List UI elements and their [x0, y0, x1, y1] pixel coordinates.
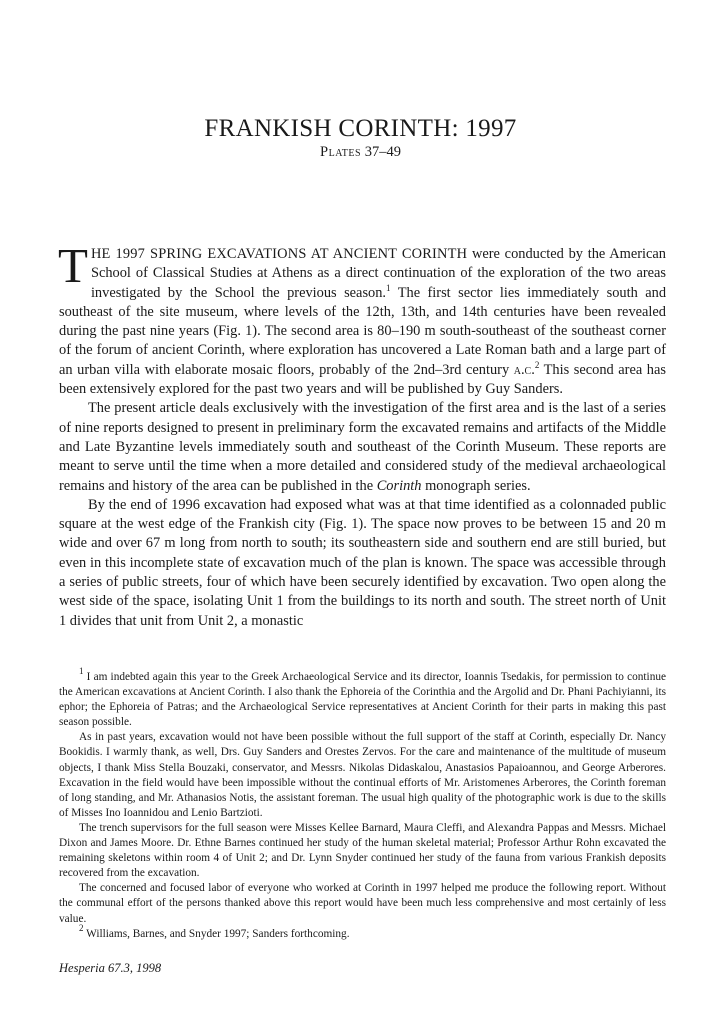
footnote-1-paragraph-1: I am indebted again this year to the Greek Archaeological Service and its director, Ioannis Tsedakis, for permission to continue the American excavations at Ancient Corinth. I also thank the Ephoreia of the Corinthia and the Argolid and Dr. Phani Pachiyianni, its ephor; the Ephoreia of Patras; and the Archaeological Service representatives at Ancient Corinth for their parts in making this past season possible. [59, 671, 667, 729]
footnote-ref-2[interactable]: 2 [534, 359, 540, 370]
article-body [58, 238, 667, 631]
footnote-1-paragraph-3: The trench supervisors for the full season were Misses Kellee Barnard, Maura Cleffi, and Alexandra Pappas and Messrs. Michael Dixon and James Moore. Dr. Ethne Barnes continued her study of the human skeletal material; Professor Arthur Rohn excavated the remaining skeletons within room 4 of Unit 2; and Dr. Lynn Snyder continued her study of the fauna from various Frankish deposits recovered from the excavation. [59, 821, 666, 880]
footnote-1-mark: 1 [79, 666, 84, 676]
paragraph-1-text-b: The first sector lies immediately south and southeast of the site museum, where levels of the 12th, 13th, and 14th centuries have been revealed during the past nine years (Fig. 1). The second area is 80–190 m south-southeast of the southeast corner of the forum of ancient Corinth, where exploration has uncovered a Late Roman bath and a large part of an urban villa with elaborate mosaic floors, probably of the 2nd–3rd century [59, 284, 667, 378]
footnote-1-paragraph-2: As in past years, excavation would not have been possible without the full support of the staff at Corinth, especially Dr. Nancy Bookidis. I warmly thank, as well, Drs. Guy Sanders and Orestes Zervos. For the care and maintenance of the multitude of museum objects, I thank Miss Stella Bouzaki, conservator, and Messrs. Nikolas Didaskalou, Anastasios Papaioannou, and George Arberores. Excavation in the field would have been impossible without the continual efforts of Mr. Aristomenes Arberores, the Corinth foreman of long standing, and Mr. Athanasios Notis, the assistant foreman. The usual high quality of the photographic work is due to the skills of Misses Ino Ioannidou and Lenio Bartzioti. [59, 731, 666, 819]
paragraph-2-text-a: The present article deals exclusively with the investigation of the first area and is the last of a series of nine reports designed to present in preliminary form the excavated remains and artifacts of the Middle and Late Byzantine levels immediately south and southeast of the Corinth Museum. These reports are meant to serve until the time when a more detailed and considered study of the medieval archaeological remains and history of the area can be published in the [59, 400, 666, 494]
paragraph-1-text-c: This second area has been extensively explored for the past two years and will be published by Guy Sanders. [59, 361, 666, 398]
plates-label: Plates [320, 144, 362, 160]
paragraph-1-text-a: were conducted by the American School of Classical Studies at Athens as a direct continuation of the exploration of the two areas investigated by the School the previous season. [90, 246, 666, 301]
paragraph-3: By the end of 1996 excavation had exposed what was at that time identified as a colonnaded public square at the west edge of the Frankish city (Fig. 1). The space now proves to be between 15 and 20 m wide and over 67 m long from north to south; its southeastern side and southern end are still buried, but even in this incomplete state of excavation much of the plan is known. The space was accessible through a series of public streets, four of which have been securely identified by excavation. Two open along the west side of the space, isolating Unit 1 from the buildings to its north and south. The street north of Unit 1 divides that unit from Unit 2, a monastic [59, 496, 666, 629]
drop-cap: T [58, 238, 88, 293]
paragraph-2-text-b: monograph series. [421, 477, 531, 494]
plates-reference [0, 144, 721, 161]
paragraph-2 [59, 399, 666, 495]
footnote-ref-1[interactable]: 1 [386, 282, 391, 293]
footnote-1 [59, 666, 667, 730]
article-title: FRANKISH CORINTH: 1997 [204, 114, 517, 142]
journal-citation: Hesperia 67.3, 1998 [59, 961, 162, 975]
footnotes [59, 666, 667, 942]
footnote-2-mark: 2 [79, 922, 84, 933]
footnote-2-text: Williams, Barnes, and Snyder 1997; Sanders forthcoming. [86, 927, 350, 940]
paragraph-1 [58, 238, 667, 399]
footnote-2 [59, 922, 666, 942]
era-abbrev: a.c. [513, 361, 535, 378]
series-title: Corinth [376, 477, 422, 494]
lead-in-caps: HE 1997 SPRING EXCAVATIONS AT ANCIENT CORINTH [90, 246, 468, 262]
plates-range: 37–49 [364, 144, 401, 160]
footnote-1-paragraph-4: The concerned and focused labor of everyone who worked at Corinth in 1997 helped me produce the following report. Without the communal effort of the persons thanked above this report would have been much less comprehensive and most certainly of less value. [59, 882, 666, 925]
